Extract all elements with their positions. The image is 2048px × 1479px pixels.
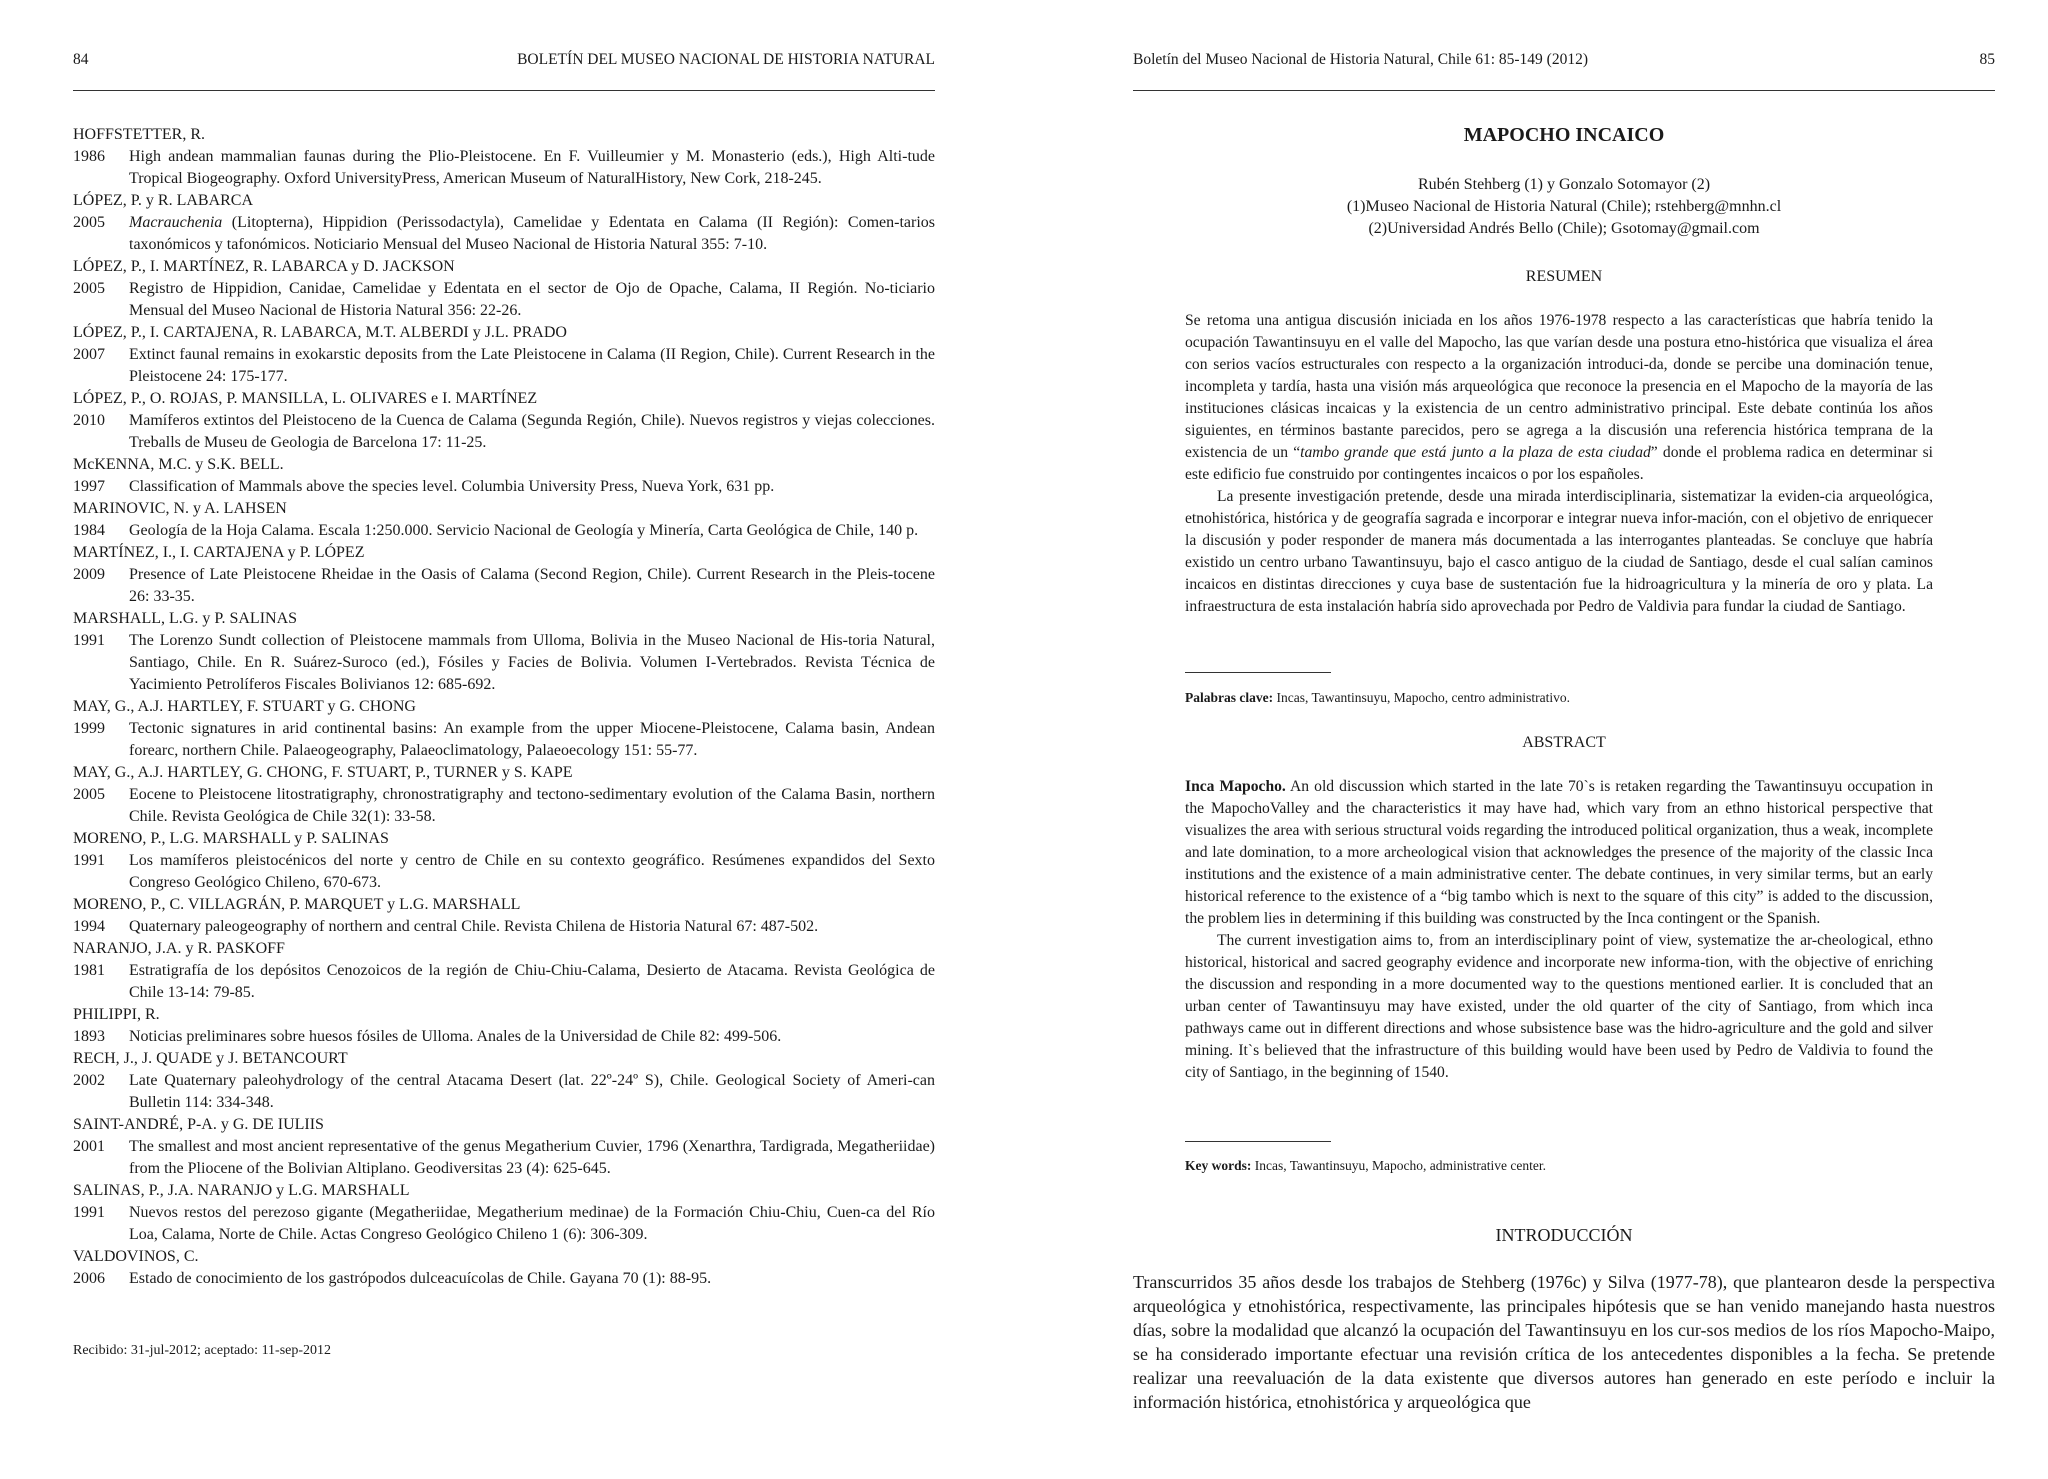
reference-author: SALINAS, P., J.A. NARANJO y L.G. MARSHALL [73,1182,410,1199]
authors: Rubén Stehberg (1) y Gonzalo Sotomayor (2) [1417,176,1711,193]
resumen-body [1185,310,1933,618]
reference-author: RECH, J., J. QUADE y J. BETANCOURT [73,1050,348,1067]
reference-entry [73,344,935,388]
resumen-quote: tambo grande que está junto a la plaza de esta ciudad [1300,444,1651,461]
reference-year: 2006 [73,1270,105,1287]
reference-author: NARANJO, J.A. y R. PASKOFF [73,940,285,957]
palabras-clave: Palabras clave: Incas, Tawantinsuyu, Mapocho, centro administrativo. [1185,690,1570,705]
reference-author: SAINT-ANDRÉ, P-A. y G. DE IULIIS [73,1116,324,1133]
article-title: MAPOCHO INCAICO [1463,124,1665,146]
reference-year: 1991 [73,632,105,649]
reference-text: Macrauchenia (Litopterna), Hippidion (Perissodactyla), Camelidae y Edentata en Calama (II Región): Comen-tarios taxonómicos y tafonómicos. Noticiario Mensual del Museo Nacional de Historia Natural 355: 7-10. [129,214,935,253]
reference-year: 1999 [73,720,105,737]
left-page [73,0,935,1479]
reference-text: Eocene to Pleistocene litostratigraphy, chronostratigraphy and tectono-sedimentary evolution of the Calama Basin, northern Chile. Revista Geológica de Chile 32(1): 33-58. [129,786,935,825]
reference-text: Estado de conocimiento de los gastrópodos dulceacuícolas de Chile. Gayana 70 (1): 88-95. [129,1270,712,1287]
resumen-rule [1185,672,1331,673]
reference-entry [73,1026,935,1048]
resumen-paragraph-1: Se retoma una antigua discusión iniciada en los años 1976-1978 respecto a las características que habría tenido la ocupación Tawantinsuyu en el valle del Mapocho, las que varían desde una postura etno-histórica que visualiza el área con serios vacíos estructurales con respecto a la organización introduci-da, donde se percibe una dominación tenue, incompleta y tardía, hasta una visión más arqueológica que reconoce la presencia en el Mapocho de la mayoría de las instituciones clásicas incaicas y la existencia de un centro administrativo principal. Este debate continúa los años siguientes, en términos bastante parecidos, pero se agrega a la discusión una referencia histórica temprana de la existencia de un “tambo grande que está junto a la plaza de esta ciudad” donde el problema radica en determinar si este edificio fue construido por contingentes incaicos o por los españoles. [1185,312,1933,483]
reference-text: Estratigrafía de los depósitos Cenozoicos de la región de Chiu-Chiu-Calama, Desierto de Atacama. Revista Geológica de Chile 13-14: 79-85. [129,962,935,1001]
reference-year: 2005 [73,214,105,231]
reference-entry [73,476,935,498]
reference-entry [73,916,935,938]
reference-author: MAY, G., A.J. HARTLEY, G. CHONG, F. STUART, P., TURNER y S. KAPE [73,764,573,781]
resumen-paragraph-2: La presente investigación pretende, desde una mirada interdisciplinaria, sistematizar la eviden-cia arqueológica, etnohistórica, histórica y de geografía sagrada e incorporar e integrar nueva infor-mación, con el objetivo de enriquecer la discusión y poder responder de manera más documentada a las interrogantes planteadas. Se concluye que habría existido un centro urbano Tawantinsuyu, bajo el casco antiguo de la ciudad de Santiago, desde el cual salían caminos incaicos en distintas direcciones y cuya base de sustentación fue la hidroagricultura y la minería de oro y plata. La infraestructura de esta instalación habría sido aprovechada por Pedro de Valdivia para fundar la ciudad de Santiago. [1185,488,1933,615]
reference-entry [73,212,935,256]
reference-entry [73,564,935,608]
reference-year: 2002 [73,1072,105,1089]
reference-year: 1991 [73,1204,105,1221]
reference-text: Noticias preliminares sobre huesos fósiles de Ulloma. Anales de la Universidad de Chile 82: 499-506. [129,1028,782,1045]
reference-author: MARINOVIC, N. y A. LAHSEN [73,500,287,517]
reference-entry [73,1202,935,1246]
key-words: Key words: Incas, Tawantinsuyu, Mapocho, administrative center. [1185,1158,1546,1173]
abstract-paragraph-1: Inca Mapocho. An old discussion which started in the late 70`s is retaken regarding the Tawantinsuyu occupation in the MapochoValley and the characteristics it may have had, which vary from an ethno historical perspective that visualizes the area with serious structural voids regarding the introduced political organization, thus a weak, incomplete and late domination, to a more archeological vision that acknowledges the presence of the majority of the classic Inca institutions and the existence of a main administrative center. The debate continues, in very similar terms, but an early historical reference to the existence of a “big tambo which is next to the square of this city” is added to the discussion, the problem lies in determining if this building was constructed by the Inca contingent or the Spanish. [1185,778,1933,927]
reference-italic-lead: Macrauchenia [129,214,223,231]
reference-author: MORENO, P., L.G. MARSHALL y P. SALINAS [73,830,389,847]
introduccion-body [1133,1270,1995,1414]
reference-text: High andean mammalian faunas during the Plio-Pleistocene. En F. Vuilleumier y M. Monasterio (eds.), High Alti-tude Tropical Biogeography. Oxford UniversityPress, American Museum of NaturalHistory, New Cork, 218-245. [129,148,935,187]
reference-year: 2005 [73,786,105,803]
right-header-rule [1133,90,1995,91]
left-header-rule [73,90,935,91]
reference-entry [73,520,935,542]
reference-text: Los mamíferos pleistocénicos del norte y centro de Chile en su contexto geográfico. Resúmenes expandidos del Sexto Congreso Geológico Chileno, 670-673. [129,852,935,891]
reference-entry [73,1136,935,1180]
reference-text: Presence of Late Pleistocene Rheidae in the Oasis of Calama (Second Region, Chile). Current Research in the Pleis-tocene 26: 33-35. [129,566,935,605]
right-running-head [1133,48,1995,72]
abstract-rule [1185,1141,1331,1142]
reference-year: 1981 [73,962,105,979]
left-running-head [73,48,935,72]
reference-text: Registro de Hippidion, Canidae, Camelidae y Edentata en el sector de Ojo de Opache, Calama, II Región. No-ticiario Mensual del Museo Nacional de Historia Natural 356: 22-26. [129,280,935,319]
reference-text: Classification of Mammals above the species level. Columbia University Press, Nueva York, 631 pp. [129,478,775,495]
reference-entry [73,850,935,894]
reference-entry [73,278,935,322]
reference-text: Late Quaternary paleohydrology of the central Atacama Desert (lat. 22º-24º S), Chile. Geological Society of Ameri-can Bulletin 114: 334-348. [129,1072,935,1111]
reference-author: MAY, G., A.J. HARTLEY, F. STUART y G. CHONG [73,698,416,715]
abstract-paragraph-2: The current investigation aims to, from an interdisciplinary point of view, systematize the ar-cheological, ethno historical, historical and sacred geography evidence and incorporate new informa-tion, with the objective of enriching the discussion and responding in a more documented way to the questions mentioned earlier. It is concluded that an urban center of Tawantinsuyu may have existed, under the old quarter of the city of Santiago, from which inca pathways came out in different directions and whose subsistence base was the hidro-agriculture and the gold and silver mining. It`s believed that the infrastructure of this building would have been used by Pedro de Valdivia to found the city of Santiago, in the beginning of 1540. [1185,932,1933,1081]
reference-year: 2005 [73,280,105,297]
affiliation-1: (1)Museo Nacional de Historia Natural (Chile); rstehberg@mnhn.cl [1346,198,1782,215]
reference-entry [73,784,935,828]
right-page-number: 85 [1979,51,1995,68]
reference-year: 1986 [73,148,105,165]
reference-author: MARSHALL, L.G. y P. SALINAS [73,610,298,627]
reference-entry [73,960,935,1004]
reference-author: LÓPEZ, P., O. ROJAS, P. MANSILLA, L. OLIVARES e I. MARTÍNEZ [73,390,538,407]
received-note: Recibido: 31-jul-2012; aceptado: 11-sep-2012 [73,1343,332,1358]
reference-text: The smallest and most ancient representative of the genus Megatherium Cuvier, 1796 (Xenarthra, Tardigrada, Megatheriidae) from the Pliocene of the Bolivian Altiplano. Geodiversitas 23 (4): 625-645. [129,1138,935,1177]
reference-year: 1893 [73,1028,105,1045]
left-running-title: BOLETÍN DEL MUSEO NACIONAL DE HISTORIA NATURAL [517,51,935,68]
reference-author: LÓPEZ, P., I. MARTÍNEZ, R. LABARCA y D. JACKSON [73,258,455,275]
affiliation-2: (2)Universidad Andrés Bello (Chile); Gsotomay@gmail.com [1368,220,1760,237]
reference-year: 2001 [73,1138,105,1155]
reference-year: 2010 [73,412,105,429]
reference-text: The Lorenzo Sundt collection of Pleistocene mammals from Ulloma, Bolivia in the Museo Nacional de His-toria Natural, Santiago, Chile. En R. Suárez-Suroco (ed.), Fósiles y Facies de Bolivia. Volumen I-Vertebrados. Revista Técnica de Yacimiento Petrolíferos Fiscales Bolivianos 12: 685-692. [129,632,935,693]
reference-year: 1991 [73,852,105,869]
reference-year: 2009 [73,566,105,583]
reference-author: VALDOVINOS, C. [73,1248,199,1265]
right-running-title: Boletín del Museo Nacional de Historia Natural, Chile 61: 85-149 (2012) [1133,51,1589,68]
reference-entry [73,410,935,454]
reference-entry [73,630,935,696]
reference-author: PHILIPPI, R. [73,1006,160,1023]
reference-author: HOFFSTETTER, R. [73,126,206,143]
left-page-number: 84 [73,51,89,68]
reference-year: 2007 [73,346,105,363]
reference-text: Mamíferos extintos del Pleistoceno de la Cuenca de Calama (Segunda Región, Chile). Nuevos registros y viejas colecciones. Treballs de Museu de Geologia de Barcelona 17: 11-25. [129,412,935,451]
reference-text: Tectonic signatures in arid continental basins: An example from the upper Miocene-Pleistocene, Calama basin, Andean forearc, northern Chile. Palaeogeography, Palaeoclimatology, Palaeoecology 151: 55-77. [129,720,935,759]
byline [1133,174,1995,240]
reference-text: Quaternary paleogeography of northern and central Chile. Revista Chilena de Historia Natural 67: 487-502. [129,918,819,935]
reference-entry [73,1070,935,1114]
reference-entry [73,1268,935,1290]
reference-author: LÓPEZ, P., I. CARTAJENA, R. LABARCA, M.T. ALBERDI y J.L. PRADO [73,324,567,341]
right-page [1133,0,1995,1479]
reference-entry [73,718,935,762]
reference-author: LÓPEZ, P. y R. LABARCA [73,192,254,209]
reference-year: 1997 [73,478,105,495]
abstract-heading: ABSTRACT [1522,734,1606,751]
reference-list [73,124,935,1290]
reference-author: McKENNA, M.C. y S.K. BELL. [73,456,284,473]
abstract-body [1185,776,1933,1084]
reference-text: Extinct faunal remains in exokarstic deposits from the Late Pleistocene in Calama (II Region, Chile). Current Research in the Pleistocene 24: 175-177. [129,346,935,385]
introduccion-paragraph: Transcurridos 35 años desde los trabajos de Stehberg (1976c) y Silva (1977-78), que plantearon desde la perspectiva arqueológica y etnohistórica, respectivamente, las principales hipótesis que se han venido manejando hasta nuestros días, sobre la modalidad que alcanzó la ocupación del Tawantinsuyu en los cur-sos medios de los ríos Mapocho-Maipo, se ha considerado importante efectuar una revisión crítica de los antecedentes disponibles a la fecha. Se pretende realizar una reevaluación de la data existente que diversos autores han generado en este período e incluir la información histórica, etnohistórica y arqueológica que [1133,1272,1995,1412]
resumen-heading: RESUMEN [1525,268,1603,285]
reference-author: MARTÍNEZ, I., I. CARTAJENA y P. LÓPEZ [73,544,365,561]
reference-year: 1984 [73,522,105,539]
reference-author: MORENO, P., C. VILLAGRÁN, P. MARQUET y L.G. MARSHALL [73,896,521,913]
reference-text: Nuevos restos del perezoso gigante (Megatheriidae, Megatherium medinae) de la Formación Chiu-Chiu, Cuen-ca del Río Loa, Calama, Norte de Chile. Actas Congreso Geológico Chileno 1 (6): 306-309. [129,1204,935,1243]
reference-text: Geología de la Hoja Calama. Escala 1:250.000. Servicio Nacional de Geología y Minería, Carta Geológica de Chile, 140 p. [129,522,919,539]
introduccion-heading: INTRODUCCIÓN [1495,1225,1633,1245]
reference-year: 1994 [73,918,105,935]
reference-entry [73,146,935,190]
